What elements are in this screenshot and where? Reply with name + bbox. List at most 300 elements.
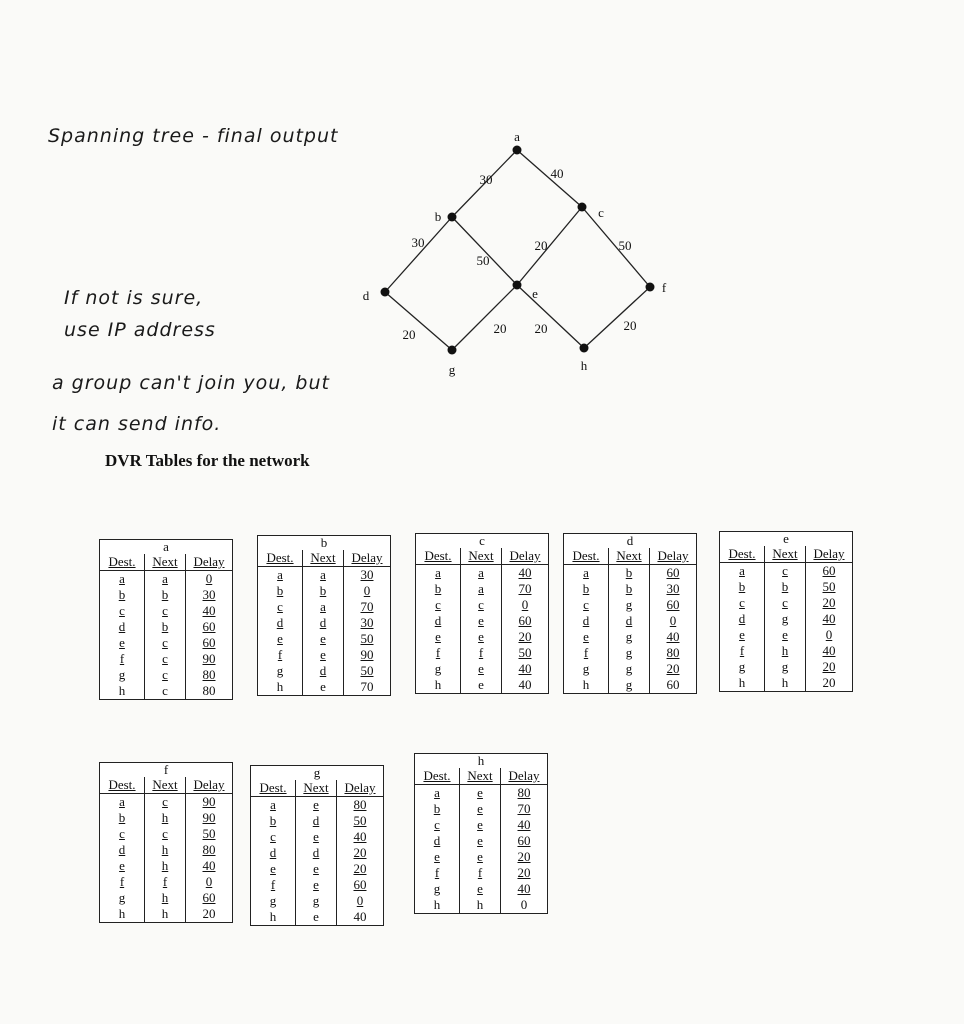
delay-cell: 60 (337, 877, 384, 893)
delay-cell: 80 (186, 842, 233, 858)
dvr-tables-heading: DVR Tables for the network (105, 451, 310, 470)
column-header-dest: Dest. (258, 550, 303, 567)
next-cell: b (765, 579, 806, 595)
edge-c-f (582, 207, 650, 287)
dest-cell: e (416, 629, 461, 645)
next-cell: b (303, 583, 344, 599)
dvr-table-title: b (258, 536, 391, 551)
column-header-delay: Delay (344, 550, 391, 567)
dest-cell: g (564, 661, 609, 677)
next-cell: e (460, 881, 501, 897)
next-cell: d (296, 845, 337, 861)
table-row (564, 677, 697, 694)
delay-cell: 60 (650, 677, 697, 694)
next-cell: a (303, 599, 344, 615)
delay-cell: 90 (186, 794, 233, 811)
table-row (416, 629, 549, 645)
delay-cell: 40 (502, 677, 549, 694)
dest-cell: f (416, 645, 461, 661)
edge-weight-a-b: 30 (479, 172, 493, 187)
node-c (578, 203, 587, 212)
next-cell: c (461, 597, 502, 613)
column-header-dest: Dest. (100, 777, 145, 794)
dvr-table-title: e (720, 532, 853, 547)
next-cell: e (303, 631, 344, 647)
dvr-table-g (250, 765, 384, 926)
dvr-table-title: h (415, 754, 548, 769)
table-row (564, 597, 697, 613)
column-header-delay: Delay (806, 546, 853, 563)
table-row (100, 842, 233, 858)
handwritten-note-line-3: use IP address (64, 319, 216, 341)
dest-cell: f (258, 647, 303, 663)
delay-cell: 40 (806, 611, 853, 627)
node-d (381, 288, 390, 297)
dest-cell: b (258, 583, 303, 599)
delay-cell: 60 (186, 635, 233, 651)
dvr-table-title: a (100, 540, 233, 555)
delay-cell: 60 (186, 890, 233, 906)
next-cell: e (460, 801, 501, 817)
dest-cell: g (416, 661, 461, 677)
next-cell: c (765, 563, 806, 580)
next-cell: e (296, 797, 337, 814)
delay-cell: 0 (502, 597, 549, 613)
handwritten-note-line-4: a group can't join you, but (52, 372, 330, 394)
table-row (720, 659, 853, 675)
dest-cell: a (564, 565, 609, 582)
column-header-dest: Dest. (416, 548, 461, 565)
next-cell: f (460, 865, 501, 881)
next-cell: d (303, 663, 344, 679)
table-row (100, 794, 233, 811)
node-b (448, 213, 457, 222)
delay-cell: 50 (344, 631, 391, 647)
delay-cell: 40 (502, 661, 549, 677)
dest-cell: a (416, 565, 461, 582)
node-label-g: g (448, 362, 456, 377)
delay-cell: 90 (344, 647, 391, 663)
table-row (251, 861, 384, 877)
column-header-dest: Dest. (415, 768, 460, 785)
next-cell: e (461, 629, 502, 645)
table-row (415, 801, 548, 817)
dest-cell: b (100, 587, 145, 603)
column-header-delay: Delay (650, 548, 697, 565)
delay-cell: 70 (502, 581, 549, 597)
dest-cell: d (564, 613, 609, 629)
table-row (258, 599, 391, 615)
table-row (100, 874, 233, 890)
column-header-next: Next (145, 777, 186, 794)
column-header-dest: Dest. (720, 546, 765, 563)
delay-cell: 80 (186, 667, 233, 683)
table-row (100, 635, 233, 651)
next-cell: g (609, 629, 650, 645)
column-header-next: Next (296, 780, 337, 797)
table-row (100, 906, 233, 923)
delay-cell: 0 (186, 571, 233, 588)
table-row (564, 581, 697, 597)
delay-cell: 40 (502, 565, 549, 582)
table-row (251, 813, 384, 829)
dest-cell: b (415, 801, 460, 817)
table-row (720, 563, 853, 580)
table-row (415, 817, 548, 833)
next-cell: h (145, 842, 186, 858)
dest-cell: g (258, 663, 303, 679)
table-row (720, 675, 853, 692)
dest-cell: d (258, 615, 303, 631)
next-cell: c (765, 595, 806, 611)
table-row (564, 661, 697, 677)
node-h (580, 344, 589, 353)
next-cell: b (145, 587, 186, 603)
next-cell: e (460, 785, 501, 802)
delay-cell: 20 (806, 659, 853, 675)
table-row (720, 643, 853, 659)
dest-cell: g (720, 659, 765, 675)
table-row (720, 611, 853, 627)
dest-cell: e (564, 629, 609, 645)
delay-cell: 40 (501, 881, 548, 897)
table-row (564, 613, 697, 629)
table-row (100, 603, 233, 619)
column-header-dest: Dest. (251, 780, 296, 797)
table-row (251, 797, 384, 814)
delay-cell: 30 (186, 587, 233, 603)
table-row (416, 645, 549, 661)
dest-cell: d (100, 619, 145, 635)
table-row (416, 597, 549, 613)
next-cell: c (145, 667, 186, 683)
node-f (646, 283, 655, 292)
node-label-d: d (362, 288, 370, 303)
table-row (258, 615, 391, 631)
delay-cell: 20 (502, 629, 549, 645)
dest-cell: d (100, 842, 145, 858)
next-cell: h (145, 906, 186, 923)
next-cell: e (296, 909, 337, 926)
delay-cell: 60 (650, 565, 697, 582)
column-header-next: Next (765, 546, 806, 563)
delay-cell: 80 (650, 645, 697, 661)
delay-cell: 50 (337, 813, 384, 829)
dest-cell: d (720, 611, 765, 627)
dest-cell: h (720, 675, 765, 692)
dest-cell: f (415, 865, 460, 881)
delay-cell: 50 (344, 663, 391, 679)
delay-cell: 80 (501, 785, 548, 802)
table-row (251, 877, 384, 893)
column-header-delay: Delay (186, 777, 233, 794)
table-row (251, 909, 384, 926)
next-cell: e (765, 627, 806, 643)
next-cell: c (145, 683, 186, 700)
edge-weight-b-d: 30 (411, 235, 425, 250)
table-row (415, 785, 548, 802)
delay-cell: 50 (806, 579, 853, 595)
dvr-table-title: c (416, 534, 549, 549)
table-row (720, 579, 853, 595)
dvr-table-e (719, 531, 853, 692)
edge-weight-h-f: 20 (623, 318, 637, 333)
next-cell: e (303, 679, 344, 696)
table-row (100, 619, 233, 635)
dvr-table-a (99, 539, 233, 700)
column-header-next: Next (303, 550, 344, 567)
delay-cell: 90 (186, 651, 233, 667)
delay-cell: 20 (806, 675, 853, 692)
edge-d-g (385, 292, 452, 350)
next-cell: g (296, 893, 337, 909)
column-header-delay: Delay (337, 780, 384, 797)
next-cell: g (765, 611, 806, 627)
dvr-table-title: d (564, 534, 697, 549)
column-header-next: Next (461, 548, 502, 565)
edge-weight-c-e: 20 (534, 238, 548, 253)
dest-cell: c (564, 597, 609, 613)
dest-cell: c (416, 597, 461, 613)
delay-cell: 20 (337, 845, 384, 861)
table-row (416, 565, 549, 582)
table-row (258, 567, 391, 584)
table-row (415, 833, 548, 849)
table-row (416, 613, 549, 629)
table-row (100, 890, 233, 906)
dest-cell: e (258, 631, 303, 647)
next-cell: h (145, 858, 186, 874)
dvr-table-c (415, 533, 549, 694)
delay-cell: 20 (337, 861, 384, 877)
delay-cell: 80 (337, 797, 384, 814)
dest-cell: b (251, 813, 296, 829)
column-header-next: Next (609, 548, 650, 565)
next-cell: b (609, 565, 650, 582)
edge-weight-e-h: 20 (534, 321, 548, 336)
network-graph (0, 0, 964, 470)
dest-cell: f (564, 645, 609, 661)
dest-cell: e (720, 627, 765, 643)
dest-cell: h (416, 677, 461, 694)
dvr-table-b (257, 535, 391, 696)
edge-a-c (517, 150, 582, 207)
dest-cell: d (416, 613, 461, 629)
next-cell: g (765, 659, 806, 675)
handwritten-note-title: Spanning tree - final output (48, 125, 339, 147)
column-header-delay: Delay (502, 548, 549, 565)
next-cell: c (145, 651, 186, 667)
dest-cell: a (415, 785, 460, 802)
dest-cell: c (100, 603, 145, 619)
dest-cell: b (720, 579, 765, 595)
next-cell: e (460, 833, 501, 849)
table-row (416, 581, 549, 597)
next-cell: f (145, 874, 186, 890)
dest-cell: a (100, 571, 145, 588)
dest-cell: f (100, 651, 145, 667)
dest-cell: e (100, 635, 145, 651)
dest-cell: d (251, 845, 296, 861)
dest-cell: f (720, 643, 765, 659)
delay-cell: 0 (501, 897, 548, 914)
next-cell: e (460, 817, 501, 833)
delay-cell: 20 (186, 906, 233, 923)
delay-cell: 40 (186, 603, 233, 619)
delay-cell: 90 (186, 810, 233, 826)
next-cell: e (461, 613, 502, 629)
table-row (415, 865, 548, 881)
edge-b-d (385, 217, 452, 292)
dest-cell: h (415, 897, 460, 914)
edge-h-f (584, 287, 650, 348)
delay-cell: 20 (501, 849, 548, 865)
column-header-delay: Delay (186, 554, 233, 571)
edge-weight-g-e: 20 (493, 321, 507, 336)
delay-cell: 40 (186, 858, 233, 874)
dest-cell: h (100, 906, 145, 923)
next-cell: e (460, 849, 501, 865)
delay-cell: 0 (337, 893, 384, 909)
delay-cell: 50 (186, 826, 233, 842)
delay-cell: 40 (806, 643, 853, 659)
edge-weight-a-c: 40 (550, 166, 564, 181)
delay-cell: 20 (806, 595, 853, 611)
dest-cell: c (258, 599, 303, 615)
dest-cell: e (251, 861, 296, 877)
node-g (448, 346, 457, 355)
handwritten-note-line-5: it can send info. (52, 413, 222, 435)
next-cell: g (609, 661, 650, 677)
delay-cell: 30 (650, 581, 697, 597)
next-cell: c (145, 826, 186, 842)
delay-cell: 60 (501, 833, 548, 849)
delay-cell: 80 (186, 683, 233, 700)
column-header-dest: Dest. (564, 548, 609, 565)
next-cell: e (303, 647, 344, 663)
column-header-next: Next (145, 554, 186, 571)
table-row (251, 893, 384, 909)
delay-cell: 70 (344, 599, 391, 615)
next-cell: e (461, 661, 502, 677)
next-cell: g (609, 677, 650, 694)
dvr-table-d (563, 533, 697, 694)
next-cell: g (609, 597, 650, 613)
edge-weight-b-e: 50 (476, 253, 490, 268)
delay-cell: 60 (650, 597, 697, 613)
node-label-e: e (532, 286, 538, 301)
dest-cell: h (251, 909, 296, 926)
dest-cell: b (564, 581, 609, 597)
next-cell: h (460, 897, 501, 914)
next-cell: f (461, 645, 502, 661)
edge-g-e (452, 285, 517, 350)
delay-cell: 70 (501, 801, 548, 817)
next-cell: d (303, 615, 344, 631)
delay-cell: 0 (650, 613, 697, 629)
delay-cell: 40 (501, 817, 548, 833)
table-row (564, 629, 697, 645)
table-row (258, 647, 391, 663)
table-row (415, 881, 548, 897)
node-a (513, 146, 522, 155)
table-row (258, 583, 391, 599)
delay-cell: 20 (650, 661, 697, 677)
table-row (416, 661, 549, 677)
next-cell: c (145, 794, 186, 811)
delay-cell: 30 (344, 567, 391, 584)
dest-cell: a (258, 567, 303, 584)
next-cell: b (609, 581, 650, 597)
dest-cell: h (258, 679, 303, 696)
delay-cell: 0 (344, 583, 391, 599)
next-cell: a (461, 581, 502, 597)
node-e (513, 281, 522, 290)
table-row (564, 645, 697, 661)
next-cell: a (145, 571, 186, 588)
delay-cell: 0 (186, 874, 233, 890)
table-row (100, 587, 233, 603)
table-row (720, 627, 853, 643)
dest-cell: f (100, 874, 145, 890)
delay-cell: 60 (806, 563, 853, 580)
table-row (251, 829, 384, 845)
delay-cell: 20 (501, 865, 548, 881)
next-cell: e (461, 677, 502, 694)
table-row (100, 667, 233, 683)
next-cell: h (145, 810, 186, 826)
dest-cell: e (100, 858, 145, 874)
table-row (720, 595, 853, 611)
dest-cell: f (251, 877, 296, 893)
handwritten-note-line-2: If not is sure, (64, 287, 204, 309)
dest-cell: g (251, 893, 296, 909)
dest-cell: b (100, 810, 145, 826)
edge-weight-c-f: 50 (618, 238, 632, 253)
delay-cell: 50 (502, 645, 549, 661)
table-row (416, 677, 549, 694)
table-row (258, 663, 391, 679)
dest-cell: d (415, 833, 460, 849)
table-row (258, 679, 391, 696)
dvr-table-h (414, 753, 548, 914)
dest-cell: g (100, 890, 145, 906)
edge-c-e (517, 207, 582, 285)
node-label-f: f (661, 280, 667, 295)
edge-b-e (452, 217, 517, 285)
delay-cell: 60 (186, 619, 233, 635)
next-cell: a (461, 565, 502, 582)
dest-cell: e (415, 849, 460, 865)
node-label-b: b (434, 209, 442, 224)
edge-weight-d-g: 20 (402, 327, 416, 342)
column-header-delay: Delay (501, 768, 548, 785)
node-label-c: c (598, 205, 604, 220)
table-row (415, 849, 548, 865)
dvr-table-f (99, 762, 233, 923)
delay-cell: 0 (806, 627, 853, 643)
dest-cell: b (416, 581, 461, 597)
delay-cell: 40 (650, 629, 697, 645)
table-row (258, 631, 391, 647)
next-cell: h (765, 675, 806, 692)
next-cell: e (296, 861, 337, 877)
table-row (100, 858, 233, 874)
dvr-table-title: f (100, 763, 233, 778)
delay-cell: 60 (502, 613, 549, 629)
dest-cell: a (251, 797, 296, 814)
dest-cell: g (100, 667, 145, 683)
